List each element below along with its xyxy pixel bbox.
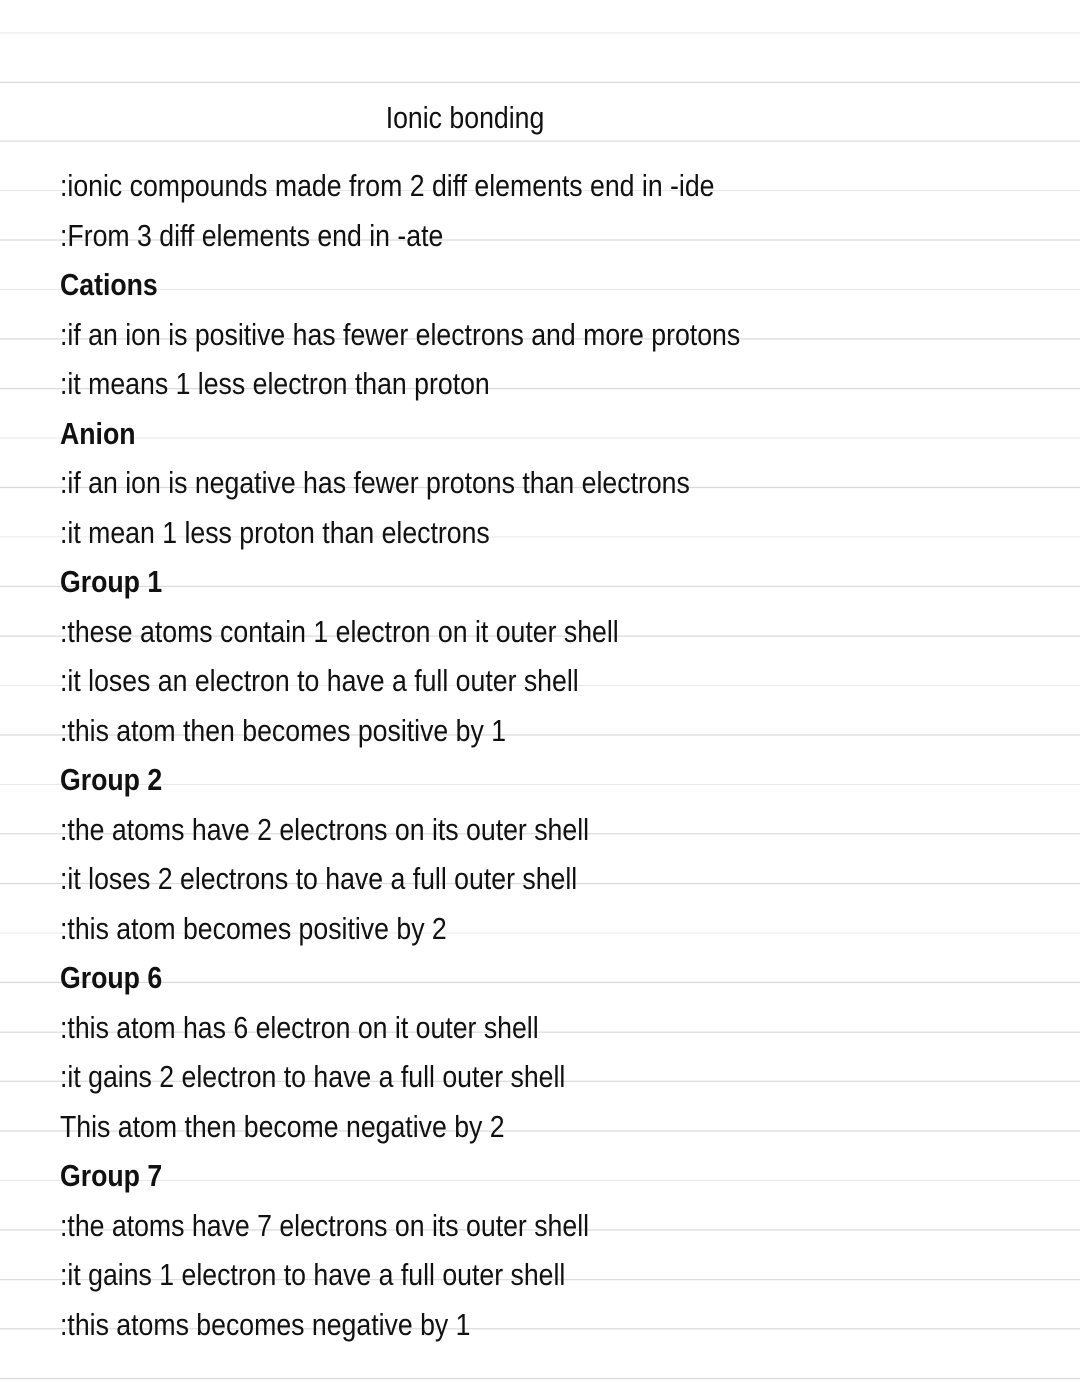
note-line: :it loses 2 electrons to have a full outer shell: [60, 861, 578, 896]
note-line: :it mean 1 less proton than electrons: [60, 514, 490, 550]
section-heading: Anion: [60, 415, 136, 451]
section-heading: Group 2: [60, 762, 163, 797]
note-line: :this atom becomes positive by 2: [60, 910, 447, 946]
section-heading: Group 7: [60, 1158, 163, 1193]
note-line: :it gains 2 electron to have a full outer shell: [60, 1059, 566, 1094]
note-line: :the atoms have 2 electrons on its outer shell: [60, 811, 590, 847]
note-line: :the atoms have 7 electrons on its outer shell: [60, 1207, 590, 1243]
note-line: :From 3 diff elements end in -ate: [60, 217, 444, 253]
note-line: :if an ion is negative has fewer protons than electrons: [60, 465, 690, 500]
section-heading: Group 1: [60, 564, 163, 599]
note-line: :these atoms contain 1 electron on it outer shell: [60, 613, 619, 649]
note-line: :it loses an electron to have a full outer shell: [60, 663, 579, 698]
note-line: :ionic compounds made from 2 diff elements end in -ide: [60, 168, 715, 203]
note-line: :this atoms becomes negative by 1: [60, 1306, 471, 1342]
section-heading: Cations: [60, 267, 158, 302]
note-line: :this atom has 6 electron on it outer shell: [60, 1009, 539, 1045]
page-title: Ionic bonding: [385, 100, 545, 135]
note-line: :if an ion is positive has fewer electrons and more protons: [60, 316, 741, 352]
section-heading: Group 6: [60, 960, 163, 995]
note-lines: [60, 161, 1060, 1349]
note-line: :it means 1 less electron than proton: [60, 366, 490, 401]
note-line: This atom then become negative by 2: [60, 1108, 505, 1144]
note-line: :it gains 1 electron to have a full outer shell: [60, 1257, 566, 1292]
note-line: :this atom then becomes positive by 1: [60, 712, 507, 748]
